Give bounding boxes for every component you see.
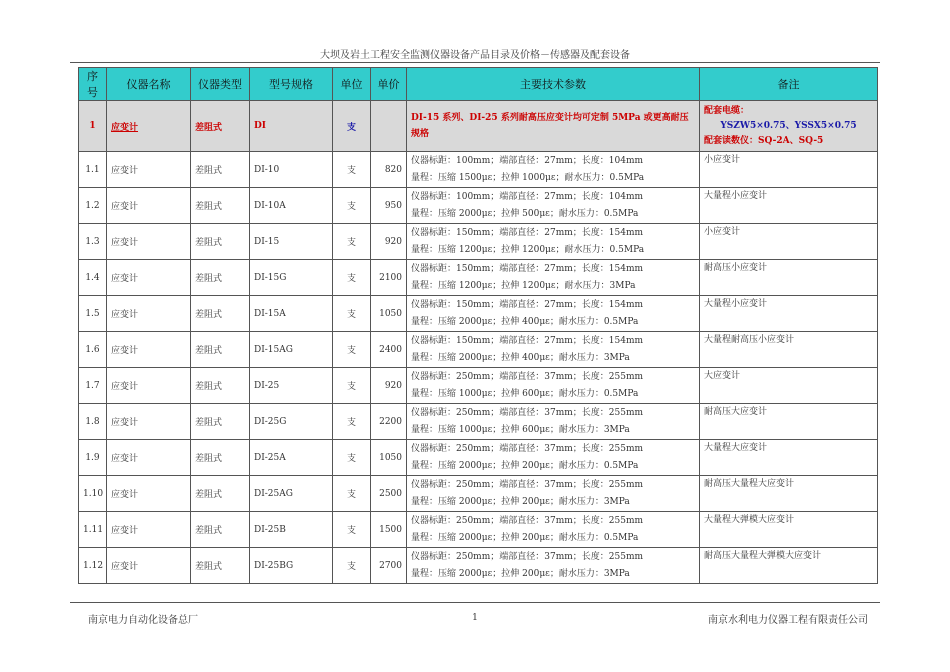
- row-no: 1.2: [79, 188, 107, 224]
- row-model: DI-25B: [250, 512, 333, 548]
- row-params: [407, 404, 700, 440]
- row-type: 差阻式: [191, 296, 250, 332]
- row-model: DI-10A: [250, 188, 333, 224]
- row-price: 1500: [371, 512, 407, 548]
- row-params-range: 量程：压缩 2000με；拉伸 200με；耐水压力：0.5MPa: [411, 532, 639, 543]
- row-price: 1050: [371, 440, 407, 476]
- row-unit: 支: [333, 260, 371, 296]
- row-remark: 大量程小应变计: [700, 296, 878, 332]
- group-price: [371, 101, 407, 152]
- table-header-row: [79, 68, 878, 101]
- row-params: [407, 188, 700, 224]
- row-params-dimensions: 仪器标距：250mm；端部直径：37mm；长度：255mm: [411, 479, 644, 490]
- column-header-type: 仪器类型: [191, 68, 250, 101]
- row-unit: 支: [333, 224, 371, 260]
- row-type: 差阻式: [191, 224, 250, 260]
- row-model: DI-15: [250, 224, 333, 260]
- row-remark: 小应变计: [700, 152, 878, 188]
- page-header-title: 大坝及岩土工程安全监测仪器设备产品目录及价格－传感器及配套设备: [320, 50, 630, 61]
- row-type: 差阻式: [191, 368, 250, 404]
- row-unit: 支: [333, 512, 371, 548]
- row-no: 1.12: [79, 548, 107, 584]
- row-params: [407, 548, 700, 584]
- table-row: [79, 404, 878, 440]
- row-params-dimensions: 仪器标距：150mm；端部直径：27mm；长度：154mm: [411, 335, 644, 346]
- row-remark: 大量程大弹模大应变计: [700, 512, 878, 548]
- row-params-dimensions: 仪器标距：150mm；端部直径：27mm；长度：154mm: [411, 299, 644, 310]
- row-model: DI-10: [250, 152, 333, 188]
- row-type: 差阻式: [191, 548, 250, 584]
- row-remark: 耐高压小应变计: [700, 260, 878, 296]
- row-price: 920: [371, 224, 407, 260]
- column-header-no: 序号: [79, 68, 107, 101]
- row-remark: 小应变计: [700, 224, 878, 260]
- group-remarks: [700, 101, 878, 152]
- row-remark: 大量程小应变计: [700, 188, 878, 224]
- group-unit: 支: [333, 101, 371, 152]
- row-no: 1.8: [79, 404, 107, 440]
- footer-divider: [70, 602, 880, 603]
- column-header-name: 仪器名称: [107, 68, 191, 101]
- row-name: 应变计: [107, 224, 191, 260]
- row-params: [407, 260, 700, 296]
- row-name: 应变计: [107, 188, 191, 224]
- column-header-params: 主要技术参数: [407, 68, 700, 101]
- footer-page-number: 1: [472, 613, 478, 623]
- row-params-dimensions: 仪器标距：250mm；端部直径：37mm；长度：255mm: [411, 515, 644, 526]
- row-model: DI-15G: [250, 260, 333, 296]
- row-remark: 大应变计: [700, 368, 878, 404]
- row-name: 应变计: [107, 404, 191, 440]
- row-no: 1.11: [79, 512, 107, 548]
- row-params-range: 量程：压缩 2000με；拉伸 200με；耐水压力：0.5MPa: [411, 460, 639, 471]
- column-header-price: 单价: [371, 68, 407, 101]
- row-no: 1.1: [79, 152, 107, 188]
- row-params: [407, 152, 700, 188]
- row-params-range: 量程：压缩 1500με；拉伸 1000με；耐水压力：0.5MPa: [411, 172, 645, 183]
- row-params: [407, 332, 700, 368]
- row-unit: 支: [333, 368, 371, 404]
- row-unit: 支: [333, 440, 371, 476]
- row-type: 差阻式: [191, 152, 250, 188]
- row-unit: 支: [333, 404, 371, 440]
- row-no: 1.9: [79, 440, 107, 476]
- row-params-range: 量程：压缩 2000με；拉伸 400με；耐水压力：3MPa: [411, 352, 630, 363]
- row-type: 差阻式: [191, 260, 250, 296]
- row-params-dimensions: 仪器标距：150mm；端部直径：27mm；长度：154mm: [411, 227, 644, 238]
- row-remark: 耐高压大量程大弹模大应变计: [700, 548, 878, 584]
- row-type: 差阻式: [191, 332, 250, 368]
- table-row: [79, 440, 878, 476]
- group-remarks-cable-models: YSZW5×0.75、YSSX5×0.75: [720, 120, 857, 131]
- row-type: 差阻式: [191, 188, 250, 224]
- row-price: 2500: [371, 476, 407, 512]
- group-no: 1: [79, 101, 107, 152]
- row-remark: 大量程耐高压小应变计: [700, 332, 878, 368]
- row-model: DI-25A: [250, 440, 333, 476]
- row-params: [407, 476, 700, 512]
- row-no: 1.5: [79, 296, 107, 332]
- row-params-dimensions: 仪器标距：250mm；端部直径：37mm；长度：255mm: [411, 371, 644, 382]
- row-name: 应变计: [107, 512, 191, 548]
- table-row: [79, 188, 878, 224]
- row-params: [407, 512, 700, 548]
- row-no: 1.4: [79, 260, 107, 296]
- row-no: 1.6: [79, 332, 107, 368]
- row-name: 应变计: [107, 332, 191, 368]
- row-params: [407, 440, 700, 476]
- row-params-range: 量程：压缩 2000με；拉伸 500με；耐水压力：0.5MPa: [411, 208, 639, 219]
- row-name: 应变计: [107, 260, 191, 296]
- table-row: [79, 548, 878, 584]
- row-params-dimensions: 仪器标距：250mm；端部直径：37mm；长度：255mm: [411, 443, 644, 454]
- row-model: DI-25: [250, 368, 333, 404]
- column-header-model: 型号规格: [250, 68, 333, 101]
- row-price: 2700: [371, 548, 407, 584]
- row-params-dimensions: 仪器标距：100mm；端部直径：27mm；长度：104mm: [411, 155, 644, 166]
- row-params: [407, 368, 700, 404]
- row-price: 2200: [371, 404, 407, 440]
- group-remarks-reader: 配套读数仪：SQ-2A、SQ-5: [704, 135, 824, 146]
- row-name: 应变计: [107, 440, 191, 476]
- footer-left-company: 南京电力自动化设备总厂: [88, 615, 198, 626]
- row-no: 1.3: [79, 224, 107, 260]
- table-row: [79, 296, 878, 332]
- row-remark: 耐高压大量程大应变计: [700, 476, 878, 512]
- row-type: 差阻式: [191, 476, 250, 512]
- row-price: 950: [371, 188, 407, 224]
- row-params-dimensions: 仪器标距：150mm；端部直径：27mm；长度：154mm: [411, 263, 644, 274]
- row-model: DI-25G: [250, 404, 333, 440]
- group-type: 差阻式: [191, 101, 250, 152]
- row-remark: 耐高压大应变计: [700, 404, 878, 440]
- row-no: 1.7: [79, 368, 107, 404]
- row-remark: 大量程大应变计: [700, 440, 878, 476]
- row-name: 应变计: [107, 152, 191, 188]
- group-row: [79, 101, 878, 152]
- header-divider: [70, 62, 880, 63]
- row-model: DI-25BG: [250, 548, 333, 584]
- row-params-range: 量程：压缩 1000με；拉伸 600με；耐水压力：0.5MPa: [411, 388, 639, 399]
- row-params-range: 量程：压缩 1200με；拉伸 1200με；耐水压力：3MPa: [411, 280, 636, 291]
- row-model: DI-15AG: [250, 332, 333, 368]
- row-params-range: 量程：压缩 2000με；拉伸 400με；耐水压力：0.5MPa: [411, 316, 639, 327]
- row-name: 应变计: [107, 548, 191, 584]
- row-unit: 支: [333, 188, 371, 224]
- column-header-remarks: 备注: [700, 68, 878, 101]
- row-unit: 支: [333, 332, 371, 368]
- row-params: [407, 296, 700, 332]
- row-params: [407, 224, 700, 260]
- row-no: 1.10: [79, 476, 107, 512]
- row-unit: 支: [333, 296, 371, 332]
- group-model: DI: [250, 101, 333, 152]
- row-name: 应变计: [107, 368, 191, 404]
- table-row: [79, 512, 878, 548]
- row-price: 2400: [371, 332, 407, 368]
- row-params-dimensions: 仪器标距：100mm；端部直径：27mm；长度：104mm: [411, 191, 644, 202]
- footer-right-company: 南京水利电力仪器工程有限责任公司: [708, 615, 868, 626]
- row-model: DI-15A: [250, 296, 333, 332]
- row-model: DI-25AG: [250, 476, 333, 512]
- table-row: [79, 332, 878, 368]
- row-params-range: 量程：压缩 2000με；拉伸 200με；耐水压力：3MPa: [411, 496, 630, 507]
- group-name-link[interactable]: 应变计: [107, 101, 191, 152]
- table-row: [79, 476, 878, 512]
- row-price: 920: [371, 368, 407, 404]
- row-unit: 支: [333, 548, 371, 584]
- table-row: [79, 260, 878, 296]
- row-name: 应变计: [107, 476, 191, 512]
- row-name: 应变计: [107, 296, 191, 332]
- table-row: [79, 152, 878, 188]
- column-header-unit: 单位: [333, 68, 371, 101]
- row-unit: 支: [333, 152, 371, 188]
- row-params-dimensions: 仪器标距：250mm；端部直径：37mm；长度：255mm: [411, 407, 644, 418]
- row-price: 2100: [371, 260, 407, 296]
- row-unit: 支: [333, 476, 371, 512]
- table-row: [79, 224, 878, 260]
- row-params-range: 量程：压缩 1000με；拉伸 600με；耐水压力：3MPa: [411, 424, 630, 435]
- row-type: 差阻式: [191, 404, 250, 440]
- table-row: [79, 368, 878, 404]
- row-params-range: 量程：压缩 1200με；拉伸 1200με；耐水压力：0.5MPa: [411, 244, 645, 255]
- row-params-dimensions: 仪器标距：250mm；端部直径：37mm；长度：255mm: [411, 551, 644, 562]
- row-type: 差阻式: [191, 512, 250, 548]
- group-remarks-cable-label: 配套电缆：: [704, 105, 750, 116]
- row-params-range: 量程：压缩 2000με；拉伸 200με；耐水压力：3MPa: [411, 568, 630, 579]
- row-price: 1050: [371, 296, 407, 332]
- catalog-table: [78, 67, 878, 584]
- row-type: 差阻式: [191, 440, 250, 476]
- group-params: DI-15 系列、DI-25 系列耐高压应变计均可定制 5MPa 或更高耐压规格: [407, 101, 700, 152]
- row-price: 820: [371, 152, 407, 188]
